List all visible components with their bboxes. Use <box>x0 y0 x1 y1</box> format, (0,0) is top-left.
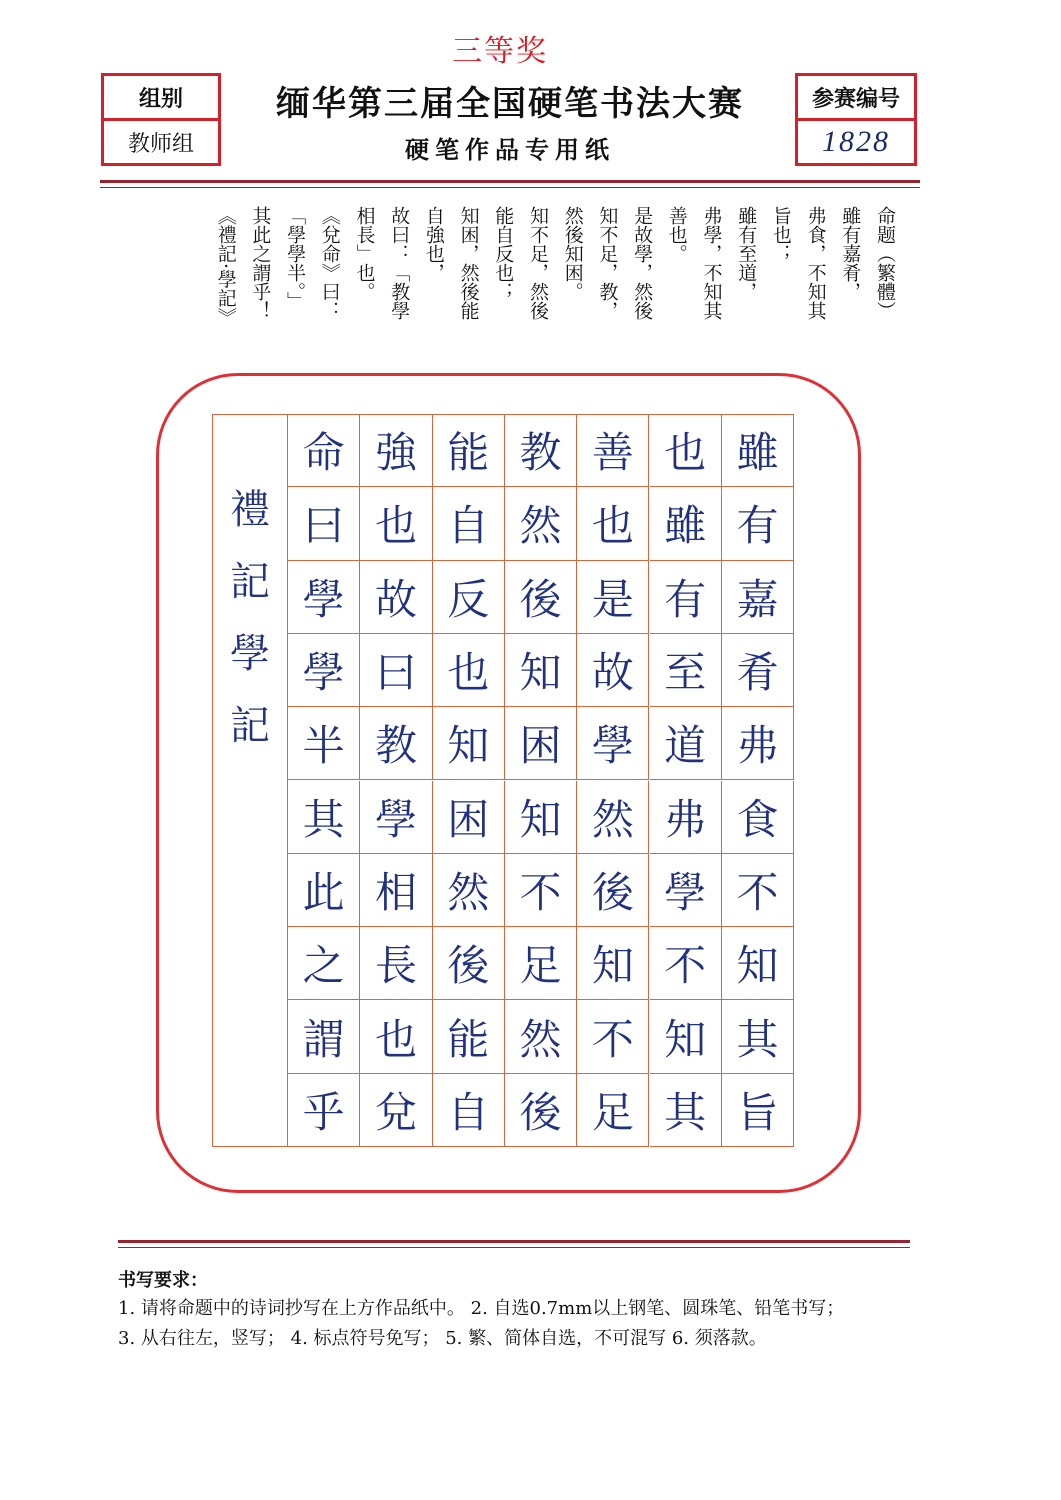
calligraphy-char: 自 <box>447 501 490 551</box>
grid-cell <box>505 561 577 634</box>
requirements-line-1: 1. 请将命题中的诗词抄写在上方作品纸中。 2. 自选0.7mm以上钢笔、圆珠笔、铅笔书写； <box>118 1298 845 1319</box>
grid-cell <box>360 1074 432 1147</box>
grid-cell <box>433 1000 505 1073</box>
grid-cell <box>505 487 577 560</box>
calligraphy-char: 教 <box>374 721 417 771</box>
calligraphy-char: 也 <box>447 648 490 698</box>
calligraphy-char: 其 <box>302 794 345 844</box>
prompt-column: 知困，然後能 <box>457 206 480 320</box>
prompt-column: 是故學，然後 <box>631 206 654 320</box>
grid-cell <box>360 414 432 487</box>
calligraphy-char: 其 <box>664 1087 707 1137</box>
calligraphy-char: 反 <box>447 574 490 624</box>
grid-cell <box>288 487 360 560</box>
calligraphy-char: 然 <box>591 794 634 844</box>
grid-cell <box>650 854 722 927</box>
calligraphy-char: 學 <box>664 867 707 917</box>
grid-cell <box>505 414 577 487</box>
calligraphy-char: 後 <box>519 1087 562 1137</box>
grid-cell <box>505 707 577 780</box>
grid-cell <box>505 634 577 707</box>
entry-number-label: 参赛编号 <box>795 73 917 121</box>
grid-cell <box>360 854 432 927</box>
calligraphy-char: 不 <box>519 867 562 917</box>
calligraphy-char: 知 <box>447 721 490 771</box>
grid-cell <box>505 781 577 854</box>
prompt-column: 旨也； <box>769 206 792 263</box>
grid-cell <box>360 781 432 854</box>
grid-cell <box>722 487 794 560</box>
grid-cell <box>577 1000 649 1073</box>
grid-cell <box>505 1000 577 1073</box>
grid-cell <box>722 634 794 707</box>
grid-cell <box>433 414 505 487</box>
prompt-column: 善也。 <box>665 206 688 263</box>
calligraphy-char: 曰 <box>374 648 417 698</box>
calligraphy-char: 然 <box>447 867 490 917</box>
prompt-column: 相長」也。 <box>353 206 376 301</box>
grid-cell <box>722 1074 794 1147</box>
bottom-rule-thin <box>118 1247 910 1248</box>
calligraphy-char: 不 <box>736 867 779 917</box>
grid-cell <box>288 1000 360 1073</box>
grid-cell <box>360 487 432 560</box>
grid-cell <box>577 1074 649 1147</box>
grid-cell <box>650 414 722 487</box>
grid-cell <box>650 707 722 780</box>
calligraphy-char: 不 <box>664 941 707 991</box>
prompt-column: 然後知困。 <box>561 206 584 301</box>
signature-char: 記 <box>230 559 270 605</box>
grid-cell <box>577 707 649 780</box>
calligraphy-char: 雖 <box>664 501 707 551</box>
grid-cell <box>722 1000 794 1073</box>
calligraphy-char: 知 <box>591 941 634 991</box>
grid-cell <box>577 414 649 487</box>
grid-cell <box>433 854 505 927</box>
calligraphy-char: 之 <box>302 941 345 991</box>
requirements-line-2: 3. 从右往左，竖写； 4. 标点符号免写； 5. 繁、简体自选，不可混写 6. 须落款。 <box>118 1328 767 1349</box>
grid-cell <box>650 927 722 1000</box>
prompt-column: 其此之謂乎！ <box>249 206 272 320</box>
group-value: 教师组 <box>101 118 221 166</box>
calligraphy-char: 學 <box>302 648 345 698</box>
prompt-column: 命题（繁體） <box>874 206 896 320</box>
calligraphy-char: 至 <box>664 648 707 698</box>
grid-cell <box>577 854 649 927</box>
calligraphy-char: 其 <box>736 1014 779 1064</box>
bottom-rule <box>118 1240 910 1243</box>
calligraphy-char: 弗 <box>736 721 779 771</box>
calligraphy-char: 強 <box>374 428 417 478</box>
prompt-column: 「學學半。」 <box>284 206 307 311</box>
entry-number-value: 1828 <box>795 118 917 166</box>
grid-cell <box>577 487 649 560</box>
calligraphy-char: 也 <box>374 1014 417 1064</box>
calligraphy-char: 後 <box>591 867 634 917</box>
calligraphy-char: 嘉 <box>736 574 779 624</box>
calligraphy-char: 後 <box>447 941 490 991</box>
calligraphy-char: 知 <box>664 1014 707 1064</box>
calligraphy-char: 食 <box>736 794 779 844</box>
calligraphy-char: 命 <box>302 428 345 478</box>
prompt-column: 《兌命》曰： <box>318 206 341 320</box>
calligraphy-char: 肴 <box>736 648 779 698</box>
calligraphy-char: 謂 <box>302 1014 345 1064</box>
calligraphy-char: 道 <box>664 721 707 771</box>
calligraphy-char: 困 <box>519 721 562 771</box>
grid-cell <box>288 927 360 1000</box>
calligraphy-char: 然 <box>519 501 562 551</box>
group-label: 组别 <box>101 73 221 121</box>
grid-cell <box>360 1000 432 1073</box>
prompt-column: 雖有嘉肴， <box>839 206 862 301</box>
grid-cell <box>288 1074 360 1147</box>
grid-cell <box>433 927 505 1000</box>
calligraphy-char: 不 <box>591 1014 634 1064</box>
grid-cell <box>722 927 794 1000</box>
grid-cell <box>360 561 432 634</box>
grid-cell <box>722 781 794 854</box>
grid-cell <box>505 927 577 1000</box>
calligraphy-char: 有 <box>664 574 707 624</box>
grid-cell <box>650 1000 722 1073</box>
top-rule <box>100 180 920 183</box>
signature-char: 記 <box>230 703 270 749</box>
calligraphy-char: 有 <box>736 501 779 551</box>
calligraphy-char: 故 <box>374 574 417 624</box>
grid-cell <box>577 927 649 1000</box>
grid-cell <box>722 414 794 487</box>
grid-cell <box>288 414 360 487</box>
calligraphy-char: 學 <box>302 574 345 624</box>
calligraphy-char: 故 <box>591 648 634 698</box>
calligraphy-char: 乎 <box>302 1087 345 1137</box>
calligraphy-char: 善 <box>591 428 634 478</box>
grid-cell <box>433 781 505 854</box>
calligraphy-char: 也 <box>374 501 417 551</box>
prompt-column: 弗學，不知其 <box>700 206 723 320</box>
calligraphy-char: 自 <box>447 1087 490 1137</box>
grid-cell <box>288 561 360 634</box>
calligraphy-char: 教 <box>519 428 562 478</box>
grid-cell <box>722 854 794 927</box>
calligraphy-char: 然 <box>519 1014 562 1064</box>
paper-subtitle: 硬笔作品专用纸 <box>405 135 615 164</box>
calligraphy-char: 也 <box>591 501 634 551</box>
grid-cell <box>650 561 722 634</box>
signature-char: 禮 <box>230 487 270 533</box>
grid-cell <box>288 781 360 854</box>
grid-cell <box>433 561 505 634</box>
grid-cell <box>360 634 432 707</box>
prompt-column: 知不足，教， <box>596 206 619 320</box>
prompt-column: 《禮記·學記》 <box>214 206 237 327</box>
grid-cell <box>722 707 794 780</box>
calligraphy-char: 此 <box>302 867 345 917</box>
grid-cell <box>650 781 722 854</box>
prompt-column: 知不足，然後 <box>527 206 549 320</box>
grid-cell <box>650 487 722 560</box>
prompt-column: 自強也， <box>422 206 445 282</box>
calligraphy-char: 兌 <box>374 1087 417 1137</box>
grid-cell <box>288 707 360 780</box>
signature-column <box>212 414 288 1147</box>
calligraphy-char: 知 <box>736 941 779 991</box>
calligraphy-char: 後 <box>519 574 562 624</box>
calligraphy-char: 相 <box>374 867 417 917</box>
calligraphy-char: 弗 <box>664 794 707 844</box>
grid-cell <box>650 634 722 707</box>
calligraphy-char: 足 <box>519 941 562 991</box>
signature-char: 學 <box>230 631 270 677</box>
calligraphy-char: 雖 <box>736 428 779 478</box>
grid-cell <box>433 1074 505 1147</box>
grid-cell <box>433 487 505 560</box>
grid-cell <box>577 781 649 854</box>
calligraphy-char: 足 <box>591 1087 634 1137</box>
calligraphy-char: 是 <box>591 574 634 624</box>
grid-cell <box>360 927 432 1000</box>
calligraphy-grid <box>212 414 794 1147</box>
grid-cell <box>722 561 794 634</box>
calligraphy-char: 旨 <box>736 1087 779 1137</box>
calligraphy-char: 學 <box>374 794 417 844</box>
grid-cell <box>433 707 505 780</box>
contest-title: 缅华第三届全国硬笔书法大赛 <box>276 84 744 124</box>
award-badge: 三等奖 <box>452 34 548 69</box>
calligraphy-char: 半 <box>302 721 345 771</box>
calligraphy-char: 長 <box>374 941 417 991</box>
calligraphy-char: 學 <box>591 721 634 771</box>
prompt-column: 雖有至道， <box>735 206 758 301</box>
grid-cell <box>577 634 649 707</box>
calligraphy-char: 曰 <box>302 501 345 551</box>
calligraphy-char: 能 <box>447 428 490 478</box>
calligraphy-char: 困 <box>447 794 490 844</box>
calligraphy-char: 知 <box>519 648 562 698</box>
prompt-column: 能自反也； <box>492 206 515 301</box>
requirements-title: 书写要求： <box>118 1270 208 1291</box>
calligraphy-char: 知 <box>519 794 562 844</box>
grid-cell <box>360 707 432 780</box>
grid-cell <box>577 561 649 634</box>
grid-cell <box>505 1074 577 1147</box>
prompt-column: 弗食，不知其 <box>804 206 827 320</box>
top-rule-thin <box>100 187 920 188</box>
grid-cell <box>433 634 505 707</box>
calligraphy-char: 也 <box>664 428 707 478</box>
calligraphy-char: 能 <box>447 1014 490 1064</box>
grid-cell <box>505 854 577 927</box>
grid-cell <box>288 854 360 927</box>
grid-cell <box>650 1074 722 1147</box>
grid-cell <box>288 634 360 707</box>
prompt-column: 故曰：「教學 <box>388 206 411 320</box>
